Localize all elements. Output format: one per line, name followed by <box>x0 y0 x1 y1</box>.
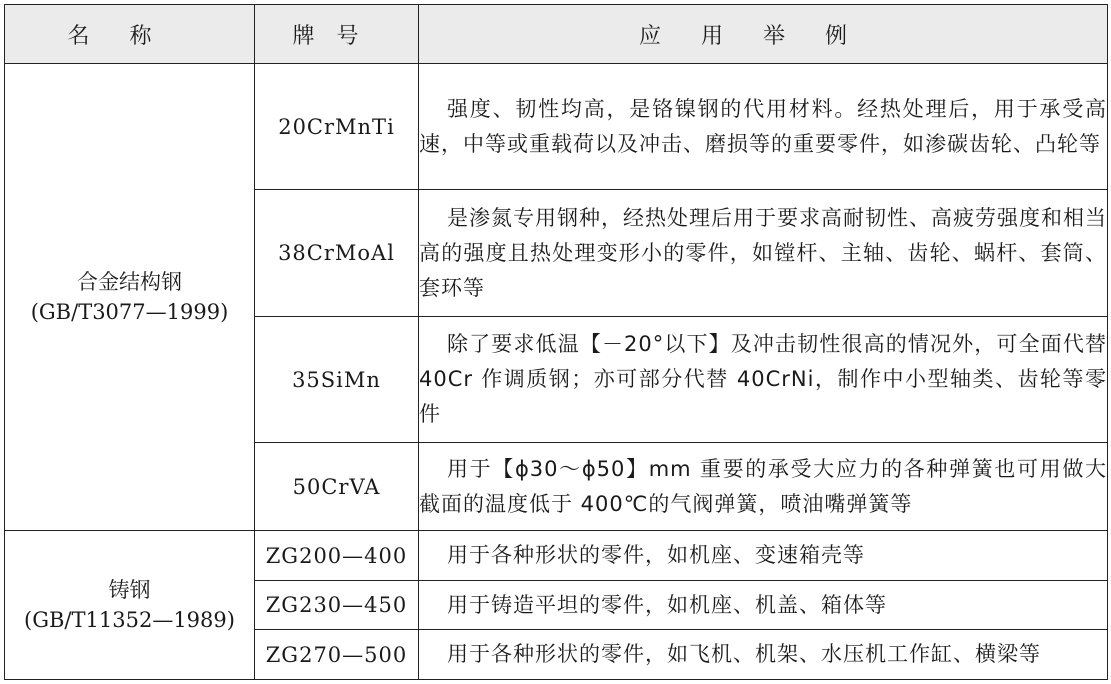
grade-cell: 20CrMnTi <box>255 64 419 190</box>
group-standard: (GB/T11352—1989) <box>24 608 235 633</box>
grade-cell: 50CrVA <box>255 443 419 531</box>
grade-cell: ZG230—450 <box>255 580 419 630</box>
table-row <box>5 64 1108 190</box>
table-header-row <box>5 5 1108 64</box>
application-cell: 用于【ϕ30～ϕ50】mm 重要的承受大应力的各种弹簧也可用做大截面的温度低于 400℃的气阀弹簧，喷油嘴弹簧等 <box>419 443 1108 531</box>
group-name: 合金结构钢 <box>77 270 182 295</box>
group-standard: (GB/T3077—1999) <box>30 300 229 325</box>
grade-cell: ZG270—500 <box>255 630 419 680</box>
application-cell: 除了要求低温【－20°以下】及冲击韧性很高的情况外，可全面代替 40Cr 作调质钢；亦可部分代替 40CrNi，制作中小型轴类、齿轮等零件 <box>419 316 1108 442</box>
group-cell-cast-steel <box>5 531 255 680</box>
grade-cell: 38CrMoAl <box>255 190 419 316</box>
application-cell: 是渗氮专用钢种，经热处理后用于要求高耐韧性、高疲劳强度和相当高的强度且热处理变形小的零件，如镗杆、主轴、齿轮、蜗杆、套筒、套环等 <box>419 190 1108 316</box>
steel-application-table <box>4 4 1108 680</box>
table-row <box>5 531 1108 581</box>
application-cell: 用于各种形状的零件，如机座、变速箱壳等 <box>419 531 1108 581</box>
header-application: 应用举例 <box>419 5 1108 64</box>
application-cell: 用于各种形状的零件，如飞机、机架、水压机工作缸、横梁等 <box>419 630 1108 680</box>
application-cell: 用于铸造平坦的零件，如机座、机盖、箱体等 <box>419 580 1108 630</box>
grade-cell: ZG200—400 <box>255 531 419 581</box>
group-cell-alloy-structural-steel <box>5 64 255 531</box>
group-name: 铸钢 <box>108 578 151 603</box>
application-cell: 强度、韧性均高，是铬镍钢的代用材料。经热处理后，用于承受高速，中等或重载荷以及冲击、磨损等的重要零件，如渗碳齿轮、凸轮等 <box>419 64 1108 190</box>
grade-cell: 35SiMn <box>255 316 419 442</box>
header-name: 名称 <box>5 5 255 64</box>
header-grade: 牌号 <box>255 5 419 64</box>
